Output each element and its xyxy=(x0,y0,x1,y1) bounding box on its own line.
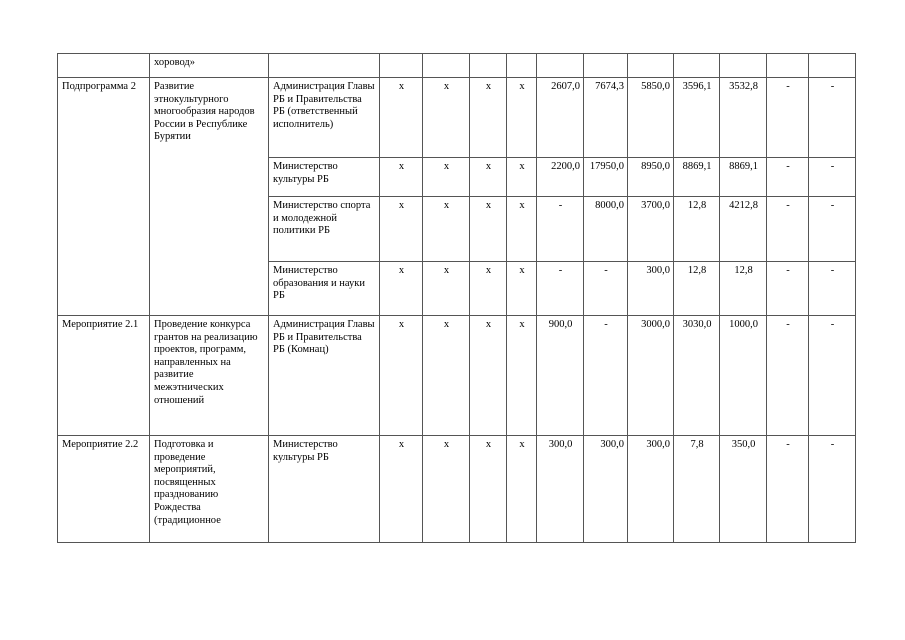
value-cell: 900,0 xyxy=(537,316,584,436)
value-cell xyxy=(720,54,767,78)
value-cell: 4212,8 xyxy=(720,197,767,262)
value-cell: x xyxy=(507,262,537,316)
value-cell: x xyxy=(470,78,507,158)
value-cell: 300,0 xyxy=(628,436,674,543)
executor-cell: Администрация Главы РБ и Правительства РБ (ответственный исполнитель) xyxy=(269,78,380,158)
value-cell: x xyxy=(423,78,470,158)
value-cell: - xyxy=(537,262,584,316)
value-cell: x xyxy=(507,436,537,543)
value-cell: x xyxy=(507,158,537,197)
value-cell xyxy=(380,54,423,78)
value-cell: x xyxy=(470,197,507,262)
table-row xyxy=(58,54,856,78)
value-cell: 5850,0 xyxy=(628,78,674,158)
value-cell: x xyxy=(423,316,470,436)
executor-cell: Министерство культуры РБ xyxy=(269,436,380,543)
value-cell xyxy=(628,54,674,78)
value-cell: - xyxy=(809,158,856,197)
value-cell: x xyxy=(380,316,423,436)
value-cell: 2200,0 xyxy=(537,158,584,197)
value-cell: - xyxy=(767,316,809,436)
value-cell: - xyxy=(767,78,809,158)
value-cell: - xyxy=(767,262,809,316)
program-cell: Мероприятие 2.2 xyxy=(58,436,150,543)
value-cell: 3000,0 xyxy=(628,316,674,436)
value-cell xyxy=(537,54,584,78)
value-cell xyxy=(767,54,809,78)
program-cell: Подпрограмма 2 xyxy=(58,78,150,316)
value-cell: x xyxy=(423,158,470,197)
value-cell: - xyxy=(809,262,856,316)
value-cell: - xyxy=(584,316,628,436)
value-cell: 7,8 xyxy=(674,436,720,543)
value-cell: 3532,8 xyxy=(720,78,767,158)
value-cell: 3030,0 xyxy=(674,316,720,436)
value-cell: x xyxy=(470,316,507,436)
value-cell: 8869,1 xyxy=(674,158,720,197)
value-cell: - xyxy=(809,436,856,543)
value-cell: - xyxy=(767,197,809,262)
executor-cell: Администрация Главы РБ и Правительства РБ (Комнац) xyxy=(269,316,380,436)
value-cell: 8869,1 xyxy=(720,158,767,197)
value-cell: x xyxy=(380,158,423,197)
value-cell: - xyxy=(537,197,584,262)
value-cell xyxy=(470,54,507,78)
executor-cell xyxy=(269,54,380,78)
value-cell: x xyxy=(423,197,470,262)
value-cell: 17950,0 xyxy=(584,158,628,197)
program-cell xyxy=(58,54,150,78)
description-cell: Подготовка и проведение мероприятий, посвященных празднованию Рождества (традиционное xyxy=(150,436,269,543)
value-cell: 300,0 xyxy=(537,436,584,543)
value-cell: 300,0 xyxy=(628,262,674,316)
table-row xyxy=(58,436,856,543)
value-cell: - xyxy=(809,78,856,158)
value-cell xyxy=(584,54,628,78)
value-cell: x xyxy=(380,436,423,543)
value-cell: - xyxy=(809,197,856,262)
executor-cell: Министерство культуры РБ xyxy=(269,158,380,197)
value-cell: 3700,0 xyxy=(628,197,674,262)
value-cell: 8950,0 xyxy=(628,158,674,197)
value-cell: x xyxy=(507,197,537,262)
value-cell: 12,8 xyxy=(674,197,720,262)
value-cell: x xyxy=(380,197,423,262)
value-cell: x xyxy=(507,316,537,436)
value-cell: - xyxy=(767,158,809,197)
program-cell: Мероприятие 2.1 xyxy=(58,316,150,436)
description-cell: Проведение конкурса грантов на реализацию проектов, программ, направленных на развитие межэтнических отношений xyxy=(150,316,269,436)
value-cell xyxy=(674,54,720,78)
executor-cell: Министерство спорта и молодежной политики РБ xyxy=(269,197,380,262)
value-cell: x xyxy=(423,262,470,316)
value-cell: - xyxy=(767,436,809,543)
value-cell: 350,0 xyxy=(720,436,767,543)
table-row xyxy=(58,316,856,436)
value-cell: 300,0 xyxy=(584,436,628,543)
value-cell: x xyxy=(470,158,507,197)
value-cell: x xyxy=(423,436,470,543)
value-cell: x xyxy=(470,436,507,543)
description-cell: Развитие этнокультурного многообразия народов России в Республике Бурятии xyxy=(150,78,269,316)
value-cell xyxy=(507,54,537,78)
value-cell: 8000,0 xyxy=(584,197,628,262)
value-cell: 12,8 xyxy=(674,262,720,316)
value-cell: 1000,0 xyxy=(720,316,767,436)
executor-cell: Министерство образования и науки РБ xyxy=(269,262,380,316)
value-cell: x xyxy=(470,262,507,316)
description-cell: хоровод» xyxy=(150,54,269,78)
value-cell: 3596,1 xyxy=(674,78,720,158)
value-cell: x xyxy=(507,78,537,158)
value-cell xyxy=(809,54,856,78)
value-cell: 12,8 xyxy=(720,262,767,316)
value-cell: x xyxy=(380,262,423,316)
budget-table xyxy=(57,53,856,543)
table-row xyxy=(58,78,856,158)
value-cell: 2607,0 xyxy=(537,78,584,158)
value-cell: 7674,3 xyxy=(584,78,628,158)
value-cell: - xyxy=(584,262,628,316)
value-cell: - xyxy=(809,316,856,436)
value-cell xyxy=(423,54,470,78)
value-cell: x xyxy=(380,78,423,158)
